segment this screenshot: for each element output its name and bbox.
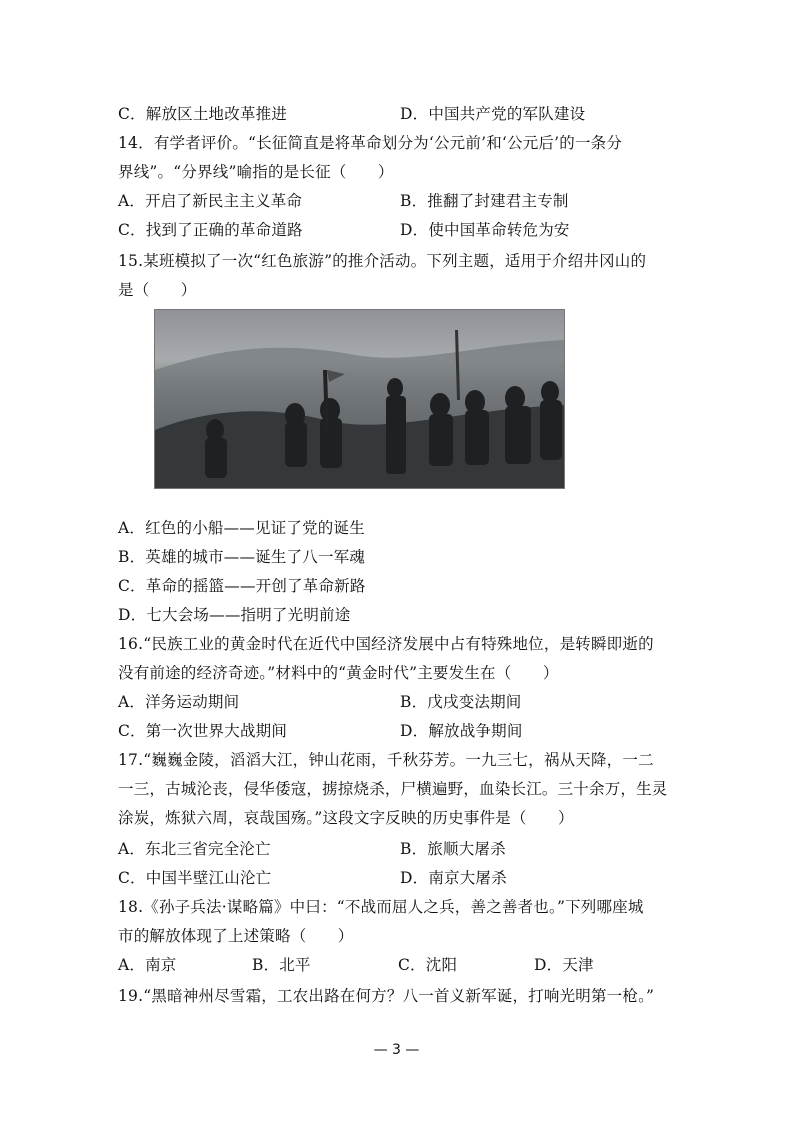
line-13-d: D．中国共产党的军队建设 — [400, 105, 586, 123]
question-16-option-d: D．解放战争期间 — [400, 722, 523, 740]
question-17-option-b: B．旅顺大屠杀 — [400, 840, 506, 858]
question-16-option-c: C．第一次世界大战期间 — [118, 722, 288, 740]
question-15-option-a: A．红色的小船——见证了党的诞生 — [118, 519, 365, 537]
question-14-option-a: A．开启了新民主主义革命 — [118, 192, 303, 210]
question-14-stem-1: 14．有学者评价。“长征简直是将革命划分为‘公元前’和‘公元后’的一条分 — [118, 134, 623, 152]
question-16-option-b: B．戊戌变法期间 — [400, 693, 522, 711]
question-14-option-b: B．推翻了封建君主专制 — [400, 192, 569, 210]
question-15-stem-1: 15.某班模拟了一次“红色旅游”的推介活动。下列主题，适用于介绍井冈山的 — [118, 252, 647, 270]
question-15-option-b: B．英雄的城市——诞生了八一军魂 — [118, 548, 366, 566]
question-16-stem-1: 16.“民族工业的黄金时代在近代中国经济发展中占有特殊地位，是转瞬即逝的 — [118, 635, 654, 653]
question-15-stem-2: 是（ ） — [118, 281, 197, 299]
question-14-option-d: D．使中国革命转危为安 — [400, 221, 570, 239]
question-19-stem-1: 19.“黑暗神州尽雪霜，工农出路在何方？八一首义新军诞，打响光明第一枪。” — [118, 987, 655, 1005]
question-17-stem-3: 涂炭，炼狱六周，哀哉国殇。”这段文字反映的历史事件是（ ） — [118, 809, 574, 827]
line-13-c: C．解放区土地改革推进 — [118, 105, 288, 123]
question-17-stem-1: 17.“巍巍金陵，滔滔大江，钟山花雨，千秋芬芳。一九三七，祸从天降，一二 — [118, 751, 654, 769]
question-14-stem-2: 界线”。“分界线”喻指的是长征（ ） — [118, 163, 394, 181]
question-16-stem-2: 没有前途的经济奇迹。”材料中的“黄金时代”主要发生在（ ） — [118, 664, 559, 682]
question-18-option-d: D．天津 — [534, 956, 594, 974]
question-17-option-c: C．中国半壁江山沦亡 — [118, 869, 272, 887]
question-18-stem-1: 18.《孙子兵法·谋略篇》中曰：“不战而屈人之兵，善之善者也。”下列哪座城 — [118, 898, 644, 916]
question-17-stem-2: 一三，古城沦丧，侵华倭寇，掳掠烧杀，尸横遍野，血染长江。三十余万，生灵 — [118, 780, 668, 798]
question-17-option-d: D．南京大屠杀 — [400, 869, 507, 887]
question-14-option-c: C．找到了正确的革命道路 — [118, 221, 303, 239]
question-18-option-b: B．北平 — [252, 956, 311, 974]
question-15-option-d: D．七大会场——指明了光明前途 — [118, 606, 351, 624]
question-15-option-c: C．革命的摇篮——开创了革命新路 — [118, 577, 366, 595]
page-number: — 3 — — [373, 1042, 420, 1058]
question-18-option-a: A．南京 — [118, 956, 177, 974]
question-18-stem-2: 市的解放体现了上述策略（ ） — [118, 927, 354, 945]
question-18-option-c: C．沈阳 — [398, 956, 458, 974]
question-17-option-a: A．东北三省完全沦亡 — [118, 840, 271, 858]
historical-photo — [154, 309, 565, 489]
question-16-option-a: A．洋务运动期间 — [118, 693, 240, 711]
